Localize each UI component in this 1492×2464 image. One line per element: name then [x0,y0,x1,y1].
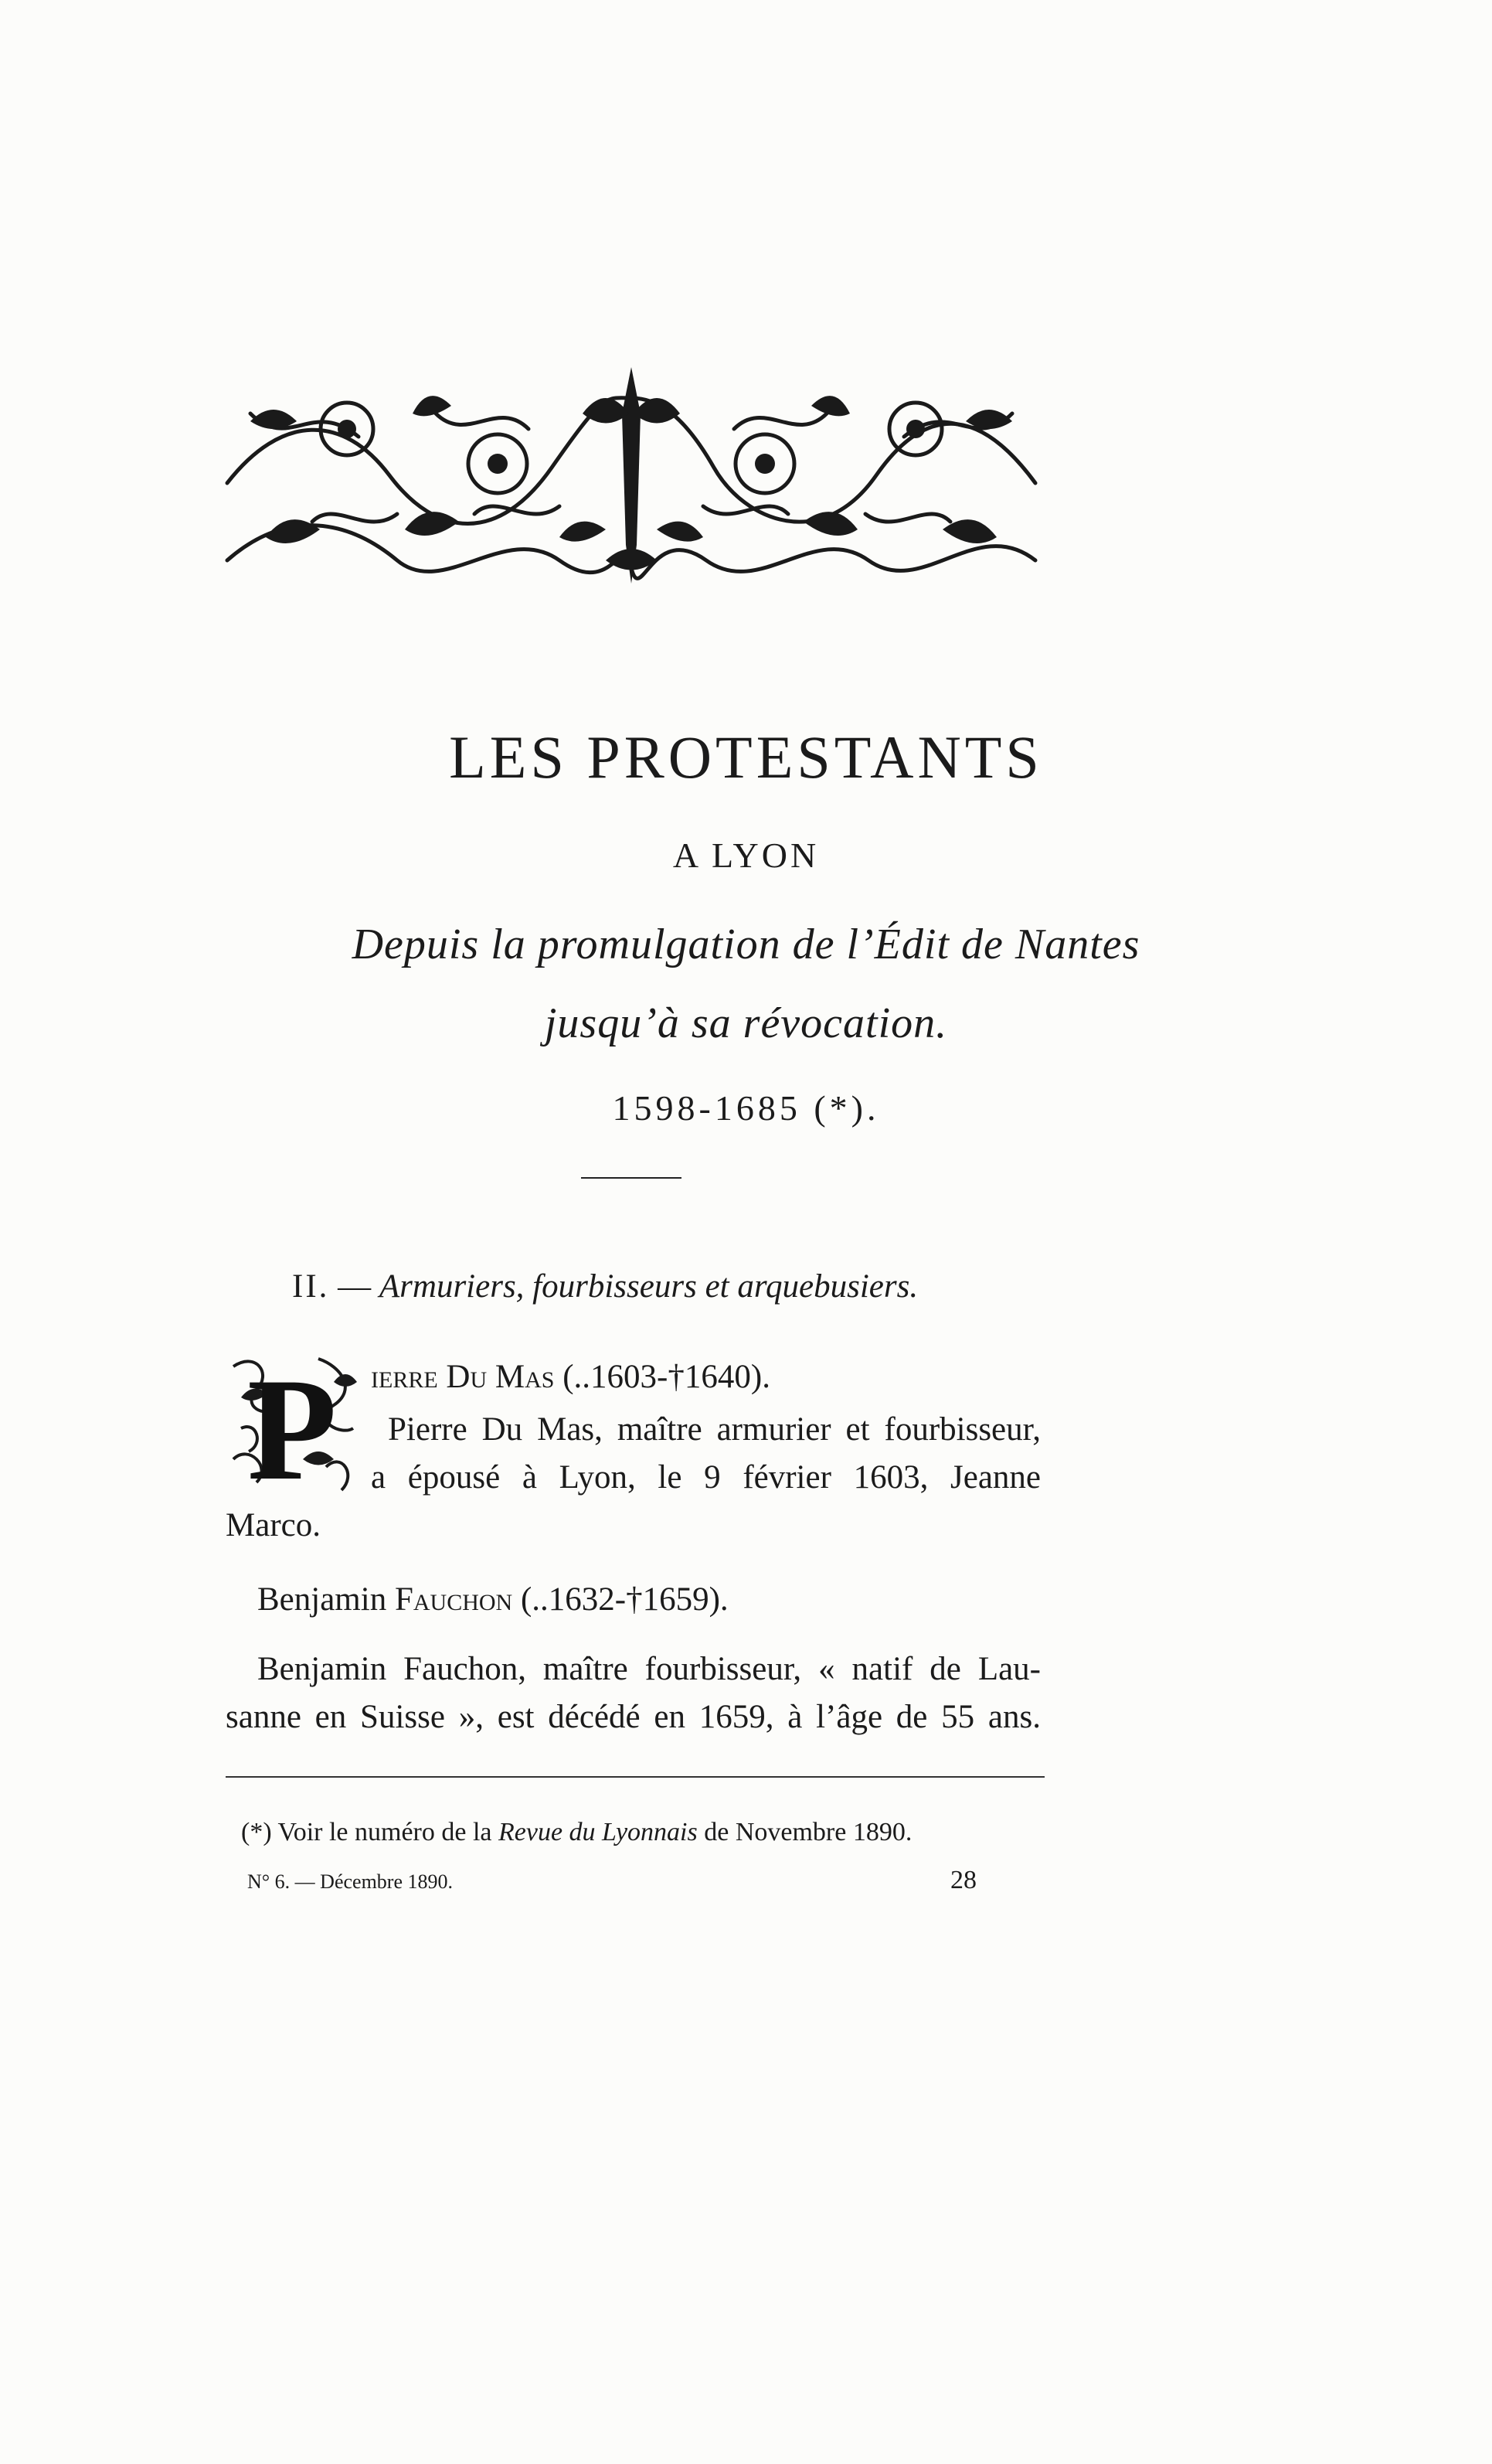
footnote-journal: Revue du Lyonnais [498,1818,698,1846]
entry-fauchon-first: Benjamin [257,1581,387,1618]
entry-du-mas-dates: (..1603-†1640). [562,1359,770,1395]
entry-du-mas-line-4: Marco. [226,1507,321,1543]
footnote-separator [226,1776,1045,1778]
page-number: 28 [950,1866,977,1894]
article-title: LES PROTESTANTS [449,723,1043,791]
section-number: II. [292,1268,330,1305]
entry-du-mas-line-2: Pierre Du Mas, maître armurier et fourbisseur, [388,1411,1041,1448]
footnote-post: de Novembre 1890. [704,1818,913,1846]
section-heading [292,1268,918,1305]
entry-du-mas-line-3: a épousé à Lyon, le 9 février 1603, Jeanne [371,1459,1041,1496]
article-subtitle: A LYON [672,836,820,875]
entry-fauchon-line-3: sanne en Suisse », est décédé en 1659, à l’âge de 55 ans. [226,1699,1041,1735]
entry-fauchon-line-2: Benjamin Fauchon, maître fourbisseur, « natif de Lau- [257,1651,1041,1687]
entry-fauchon-dates: (..1632-†1659). [520,1581,729,1618]
article-dates: 1598-1685 (*). [612,1088,880,1128]
decorated-dropcap [226,1351,362,1496]
footnote [241,1818,912,1847]
title-separator [581,1177,681,1179]
footnote-mark: (*) [241,1818,272,1846]
article-description-line-1: Depuis la promulgation de l’Édit de Nantes [352,921,1140,968]
article-description-line-2: jusqu’à sa révocation. [544,999,948,1047]
entry-du-mas-first-rest: ierre [371,1359,438,1395]
entry-du-mas-name: Du Mas [446,1359,555,1395]
entry-fauchon-heading [257,1577,729,1623]
section-dash: — [329,1268,379,1305]
footnote-pre: Voir le numéro de la [277,1818,492,1846]
issue-info: N° 6. — Décembre 1890. [247,1870,453,1893]
dropcap-letter: P [246,1351,338,1496]
entry-du-mas-heading [371,1354,770,1400]
entry-fauchon-last: Fauchon [394,1581,513,1618]
section-title: Armuriers, fourbisseurs et arquebusiers. [379,1268,919,1305]
ornamental-headpiece [219,367,1043,587]
